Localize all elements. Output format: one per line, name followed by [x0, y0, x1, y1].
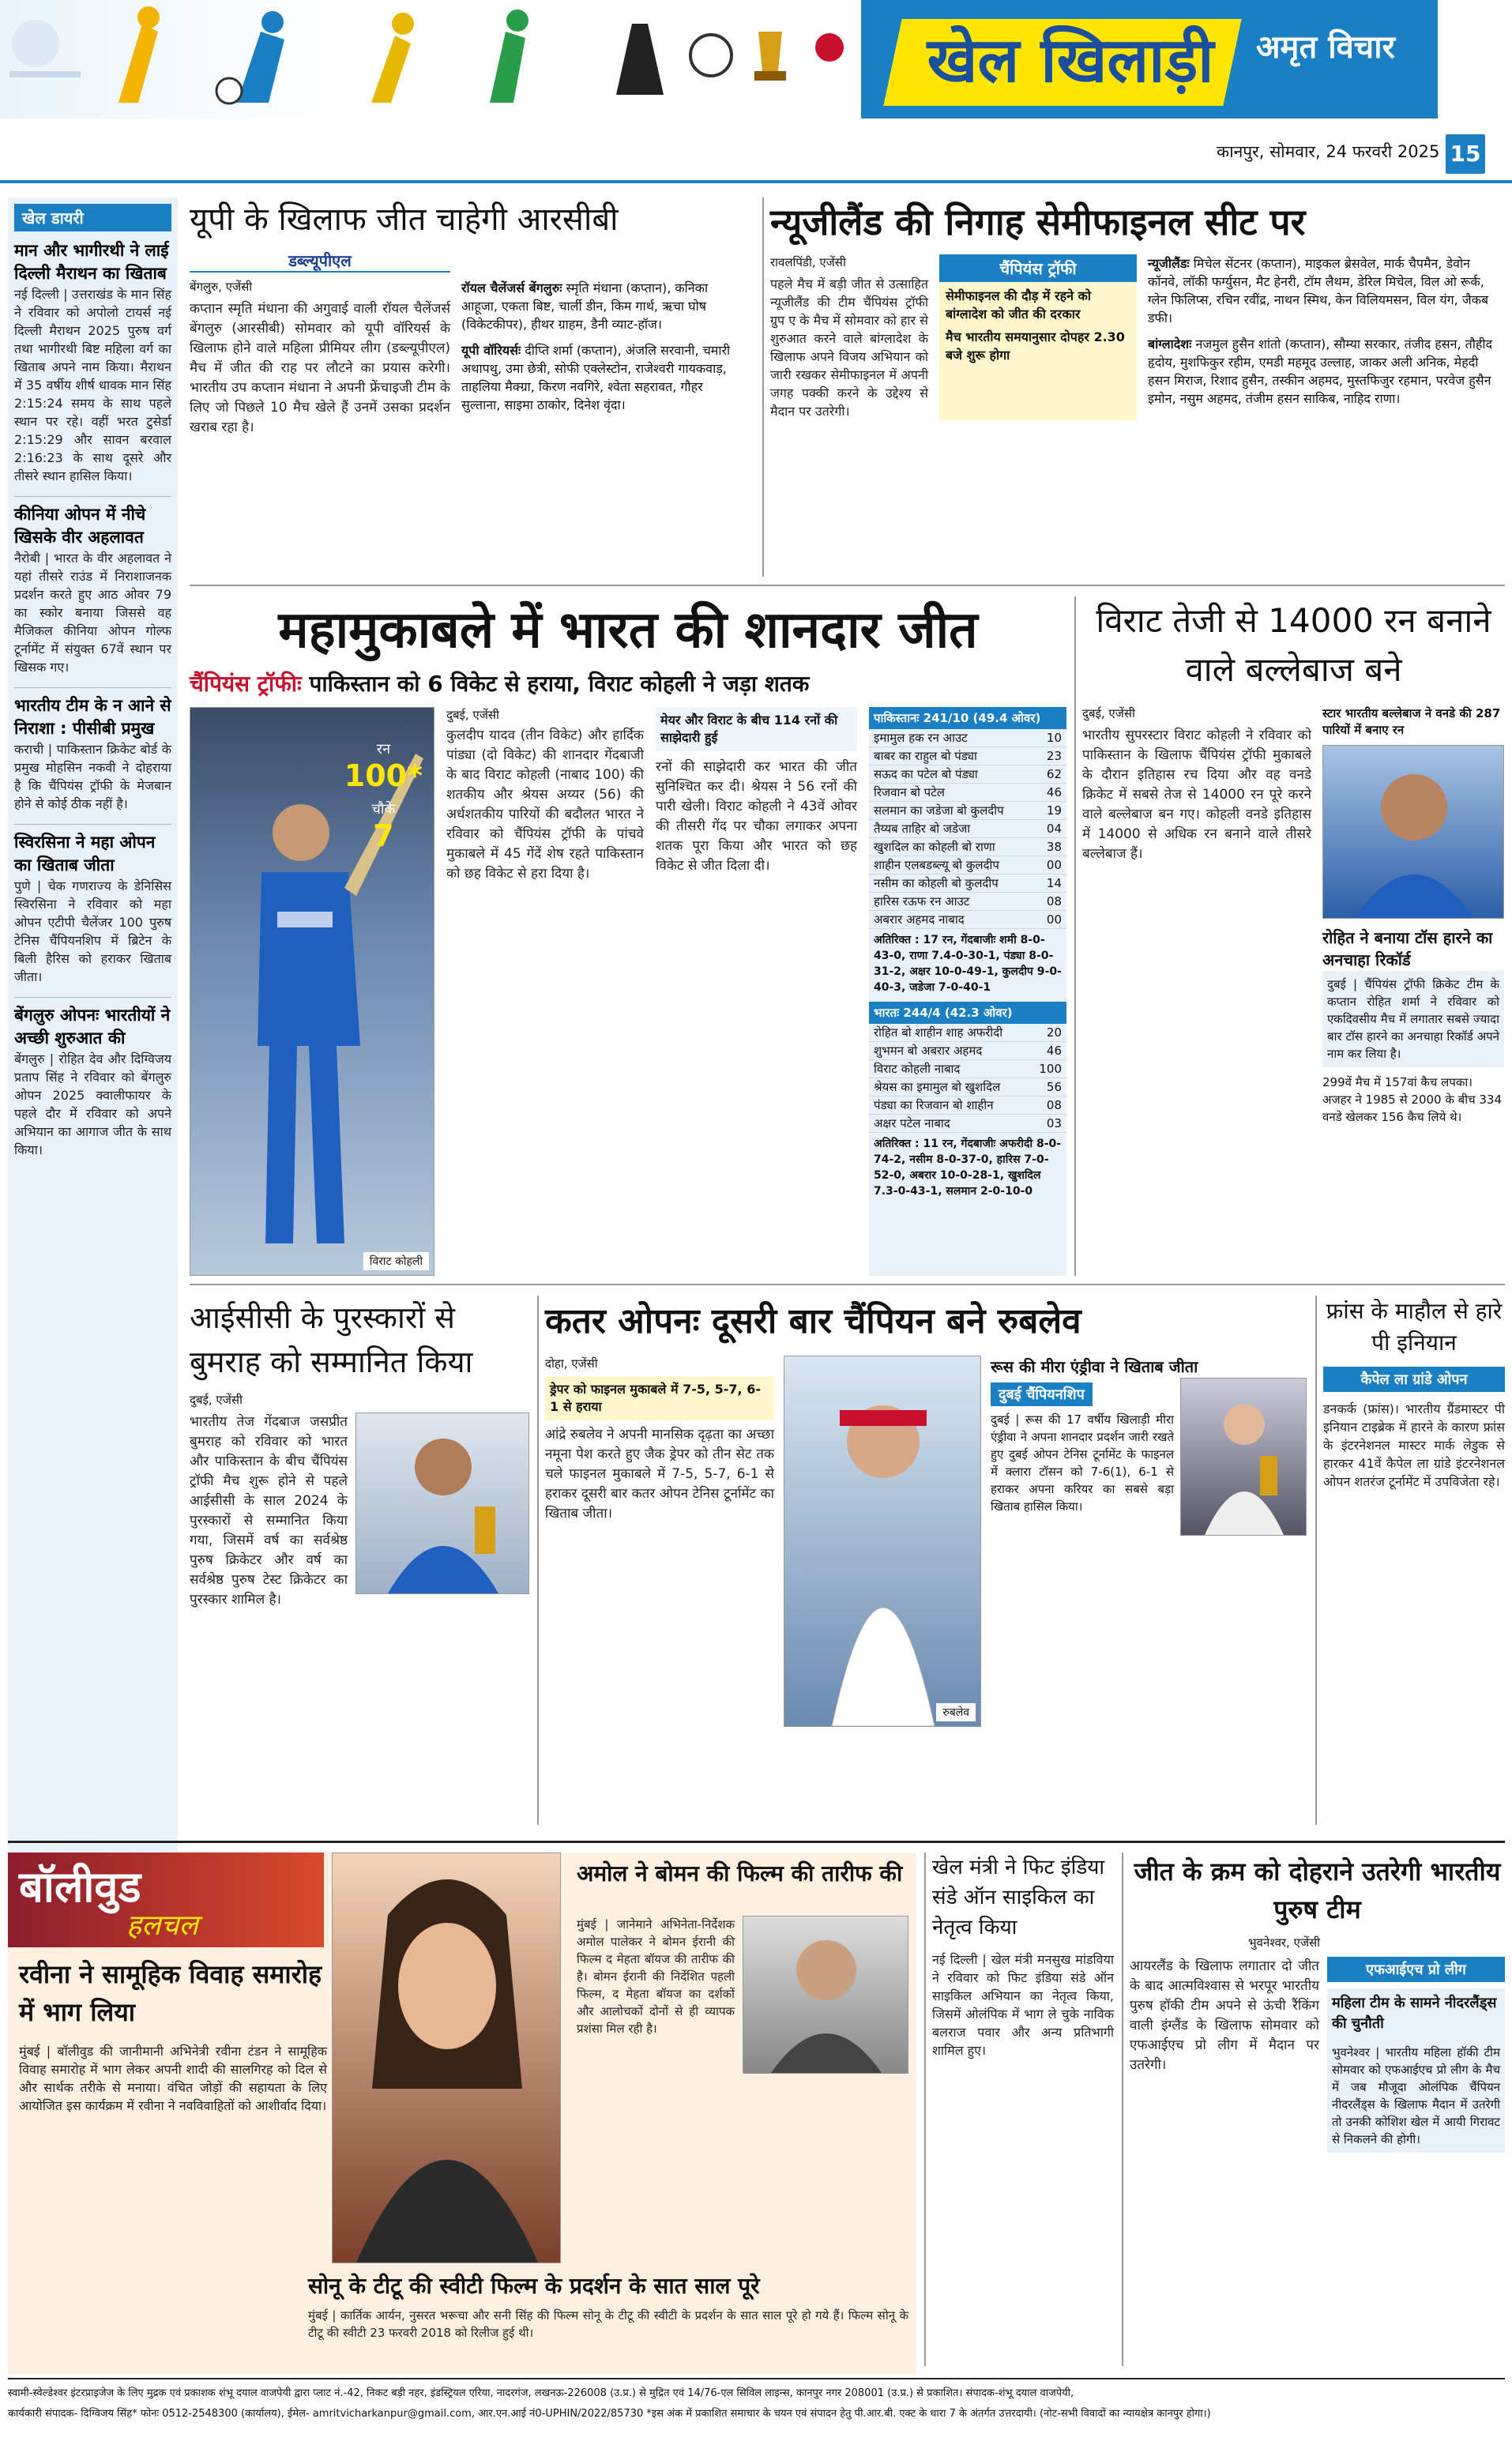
story-headline: आईसीसी के पुरस्कारों से बुमराह को सम्मानित किया [190, 1300, 473, 1379]
virat-photo [190, 707, 434, 1276]
batter-runs: 38 [1046, 840, 1062, 854]
story-headline: महामुकाबले में भारत की शानदार जीत [278, 601, 978, 660]
scorecard-row [869, 875, 1066, 893]
story-nz [770, 197, 1505, 577]
photo-caption: रुबलेव [936, 1703, 976, 1721]
batter-name: पंड्या का रिजवान बो शाहीन [874, 1098, 994, 1112]
masthead-graphic [0, 0, 861, 118]
batter-runs: 04 [1046, 822, 1062, 836]
page-number: 15 [1446, 134, 1485, 174]
player-trophy-icon [1181, 1378, 1306, 1535]
scorecard-row [869, 820, 1066, 838]
story-hockey [1130, 1853, 1505, 2374]
story-body: भारतीय तेज गेंदबाज जसप्रीत बुमराह को रविवार को भारत और पाकिस्तान के बीच चैंपियंस ट्रॉफी मैच शुरू होने से पहले आईसीसी के साल 2024 के पुरस्कारों से सम्मानित किया गया, जिसमें वर्ष का सर्वश्रेष्ठ पुरुष क्रिकेटर और वर्ष का सर्वश्रेष्ठ पुरुष टेस्ट क्रिकेटर का पुरस्कार शामिल है। [190, 1414, 348, 1608]
imprint-line: स्वामी-स्वेल्डेश्वर इंटरप्राइजेज के लिए मुद्रक एवं प्रकाशक शंभू दयाल वाजपेयी द्वारा प्लाट नं.-42, निकट बड़ी नहर, इंडस्ट्रियल एरिया, नादरगंज, लखनऊ-226008 (उ.प्र.) से मुद्रित एवं 14/76-एल सिविल लाइन्स, कानपुर नगर 208001 (उ.प्र.) से प्रकाशित। संपादक-शंभू दयाल वाजपेयी, [8, 2387, 1074, 2399]
story-body: डनकर्क (फ्रांस)। भारतीय ग्रैंडमास्टर पी इनियान टाइब्रेक में हारने के कारण फ्रांस के इंटरनेशनल मास्टर मार्क लेडुक से हारकर 41वें कैपेल ला ग्रांडे इंटरनेशनल ओपन शतरंज टूर्नामेंट में उपविजेता रहे। [1323, 1401, 1505, 1489]
story-dateline: दुबई, एजेंसी [190, 1393, 243, 1407]
batter-name: नसीम का कोहली बो कुलदीप [874, 876, 999, 890]
batter-runs: 08 [1046, 894, 1062, 908]
pak-total: पाकिस्तानः 241/10 (49.4 ओवर) [869, 707, 1066, 729]
story-body: आंद्रे रुबलेव ने अपनी मानसिक दृढ़ता का अच्छा नमूना पेश करते हुए जैक ड्रेपर को तीन सेट तक चले फाइनल मुकाबले में 7-5, 5-7, 6-1 से हराकर दूसरी बार कतर ओपन टेनिस टूर्नामेंट का खिताब जीता। [545, 1427, 774, 1522]
batter-runs: 62 [1046, 767, 1062, 781]
sidebar-item-body: बेंगलुरु | रोहित देव और दिग्विजय प्रताप सिंह ने रविवार को बेंगलुरु ओपन 2025 क्वालीफायर के पहले दौर में रविवार को अपने अभियान का आगाज जीत के साथ किया। [14, 1051, 171, 1157]
scorecard-row [869, 911, 1066, 929]
batter-runs: 20 [1046, 1025, 1062, 1040]
story-dateline: रावलपिंडी, एजेंसी [770, 255, 846, 269]
batter-runs: 03 [1046, 1116, 1062, 1130]
squad-list: स्मृति मंधाना (कप्तान), कनिका आहूजा, एकता बिष्ट, चार्ली डीन, किम गार्थ, ऋचा घोष (विकेटकीपर), हीथर ग्राहम, डैनी व्याट-हॉज। [461, 280, 709, 332]
story-kicker: चैंपियंस ट्रॉफीः [190, 671, 302, 697]
story-bullet: मैच भारतीय समयानुसार दोपहर 2.30 बजे शुरू होगा [946, 329, 1125, 363]
bollywood-title: बॉलीवुड [19, 1862, 141, 1912]
player-portrait-icon [1323, 745, 1503, 918]
story-headline: विराट तेजी से 14000 रन बनाने वाले बल्लेबाज बने [1096, 601, 1491, 689]
sidebar-item [14, 239, 171, 485]
photo-caption: विराट कोहली [363, 1252, 429, 1270]
scorecard-row [869, 747, 1066, 765]
scorecard-row [869, 856, 1066, 875]
batter-runs: 100 [1039, 1062, 1062, 1076]
side-head: रूस की मीरा एंड्रीवा ने खिताब जीता [991, 1357, 1198, 1376]
story-headline: कतर ओपनः दूसरी बार चैंपियन बने रुबलेव [545, 1301, 1081, 1341]
scorecard-row [869, 1042, 1066, 1060]
player-trophy-icon [356, 1412, 528, 1593]
story-tag: चैंपियंस ट्रॉफी [939, 254, 1137, 282]
story-headline: यूपी के खिलाफ जीत चाहेगी आरसीबी [190, 201, 619, 238]
batter-name: शाहीन एलबडब्ल्यू बो कुलदीप [874, 858, 999, 872]
actor-portrait-icon [743, 1916, 908, 2073]
sidebar-item-head: मान और भागीरथी ने लाई दिल्ली मैराथन का खिताब [14, 241, 169, 283]
pak-extras: अतिरिक्त : 17 रन, गेंदबाजीः शमी 8-0-43-0, राणा 7.4-0-30-1, पंड्या 8-0-31-2, अक्षर 10-0-49-1, कुलदीप 9-0-40-3, जडेजा 7-0-40-1 [874, 934, 1062, 994]
batter-name: विराट कोहली नाबाद [874, 1062, 961, 1076]
scorecard-row [869, 1115, 1066, 1133]
story-virat [1082, 596, 1505, 1276]
squad-title: न्यूजीलैंडः [1148, 256, 1190, 271]
sidebar-item-body: पुणे | चेक गणराज्य के डेनिसिस स्विरसिना ने रविवार को महा ओपन एटीपी चैलेंजर 100 पुरुष टेनिस चैंपियनशिप में ब्रिटेन के बिली हैरिस को हराकर खिताब जीता। [14, 878, 171, 984]
scorecard-row [869, 893, 1066, 911]
bollywood-subtitle: हलचल [126, 1909, 198, 1942]
story-bullet: सेमीफाइनल की दौड़ में रहने को बांग्लादेश को जीत की दरकार [946, 288, 1091, 322]
batter-name: खुशदिल का कोहली बो राणा [874, 840, 995, 854]
sidebar-item-body: कराची | पाकिस्तान क्रिकेट बोर्ड के प्रमुख मोहसिन नकवी ने दोहराया है कि चैंपियंस ट्रॉफी के मेजबान होने से कोई ठीक नहीं है। [14, 742, 171, 811]
sonu-headline: सोनू के टीटू की स्वीटी फिल्म के प्रदर्शन के सात साल पूरे [308, 2271, 908, 2301]
andreeva-photo [1180, 1378, 1307, 1536]
dateline: कानपुर, सोमवार, 24 फरवरी 2025 [1217, 142, 1440, 161]
batter-name: सलमान का जडेजा बो कुलदीप [874, 803, 1004, 818]
story-qatar [545, 1296, 1307, 1833]
box-body: भुवनेश्वर | भारतीय महिला हॉकी टीम सोमवार को एफआईएच प्रो लीग के मैच में जब मौजूदा ओलंपिक चैंपियन नीदरलैंड्स के खिलाफ मैदान में उतरेगी तो उनकी कोशिश खेल में आयी गिरावट से निकलने की होगी। [1327, 2039, 1505, 2153]
ind-total: भारतः 244/4 (42.3 ओवर) [869, 1002, 1066, 1024]
runs-value: 100* [344, 758, 423, 793]
scorecard-row [869, 1096, 1066, 1115]
box-head: महिला टीम के सामने नीदरलैंड्स की चुनौती [1327, 1988, 1505, 2039]
side-tag: दुबई चैंपियनशिप [991, 1382, 1093, 1406]
batter-runs: 19 [1046, 803, 1062, 818]
squad-title: रॉयल चैलेंजर्स बेंगलुरुः [461, 280, 562, 295]
raveena-photo [332, 1853, 561, 2263]
story-headline: फ्रांस के माहौल से हारे पी इनियान [1326, 1298, 1503, 1356]
squad-title: यूपी वॉरियर्सः [461, 343, 521, 358]
story-headline: जीत के क्रम को दोहराने उतरेगी भारतीय पुरुष टीम [1134, 1856, 1501, 1924]
batter-runs: 23 [1046, 749, 1062, 763]
sidebar-item-body: नई दिल्ली | उत्तराखंड के मान सिंह ने रविवार को अपोलो टायर्स नई दिल्ली मैराथन 2025 पुरुष वर्ग तथा भागीरथी बिष्ट महिला वर्ग का खिताब अपने नाम किया। मैराथन में 35 वर्षीय शीर्ष धावक मान सिंह 2:15:24 समय के साथ पहले स्थान पर रहे। वहीं भरत टुसेर्डा 2:15:29 और सावन बरवाल 2:16:23 के साथ दूसरे और तीसरे स्थान हासिल किया। [14, 287, 171, 483]
batter-name: सऊद का पटेल बो पंड्या [874, 767, 978, 781]
batter-name: शुभमन बो अबरार अहमद [874, 1044, 983, 1058]
story-dateline: बेंगलुरु, एजेंसी [190, 280, 253, 294]
story-fit [932, 1853, 1114, 2374]
story-dateline: दुबई, एजेंसी [446, 708, 499, 722]
sidebar-item [14, 997, 171, 1159]
sidebar-item-head: बेंगलुरु ओपनः भारतीयों ने अच्छी शुरुआत की [14, 1006, 171, 1048]
runs-label: रन [376, 741, 391, 758]
sidebar-item-head: कीनिया ओपन में नीचे खिसके वीर अहलावत [14, 505, 146, 547]
amol-headline: अमोल ने बोमन की फिल्म की तारीफ की [577, 1860, 903, 1886]
story-bumrah [190, 1296, 529, 1833]
story-france [1323, 1296, 1505, 1833]
story-body: पहले मैच में बड़ी जीत से उत्साहित न्यूजीलैंड की टीम चैंपियंस ट्रॉफी ग्रुप ए के मैच में सोमवार को हार से शुरुआत करने वाले बांग्लादेश के खिलाफ अपने विजय अभियान को जारी रखकर सेमीफाइनल में अपनी जगह पक्की करने के उद्देश्य से मैदान पर उतरेगी। [770, 276, 928, 419]
batter-runs: 08 [1046, 1098, 1062, 1112]
bollywood-section [8, 1853, 916, 2374]
scorecard-row [869, 729, 1066, 747]
sidebar-item-body: नैरोबी | भारत के वीर अहलावत ने यहां तीसरे राउंड में निराशाजनक प्रदर्शन करते हुए आठ ओवर 79 का स्कोर बनाया जिससे वह मैजिकल कीनिया ओपन गोल्फ टूर्नामेंट में संयुक्त 67वें स्थान पर खिसक गए। [14, 551, 171, 675]
scorecard-row [869, 1078, 1066, 1096]
batter-name: तैय्यब ताहिर बो जडेजा [874, 822, 971, 836]
squad-list: मिचेल सेंटनर (कप्तान), माइकल ब्रेसवेल, मार्क चैपमैन, डेवोन कॉनवे, लॉकी फर्ग्युसन, मैट हेनरी, टॉम लैथम, डेरिल मिचेल, विल ओ रूर्क, ग्लेन फिलिप्स, रचिन रवींद्र, नाथन स्मिथ, केन विलियमसन, विल यंग, जैकब डफी। [1148, 256, 1489, 325]
section-banner [861, 0, 1438, 118]
story-tag: कैपेल ला ग्रांडे ओपन [1323, 1367, 1505, 1392]
story-tag: एफआईएच प्रो लीग [1327, 1957, 1505, 1982]
squad-list: नजमुल हुसैन शांतो (कप्तान), सौम्या सरकार, तंजीद हसन, तौहीद हृदोय, मुशफिकुर रहीम, एमडी महमूद उल्लाह, जाकर अली अनिक, मेहदी हसन मिराज, रिशाद हुसैन, तस्कीन अहमद, मुस्तफिजुर रहमान, परवेज हुसैन इमोन, नसुम अहमद, तंजीम हसन साकिब, नाहिद राणा। [1148, 337, 1493, 406]
sidebar [8, 197, 178, 1935]
sonu-body: मुंबई | कार्तिक आर्यन, नुसरत भरूचा और सनी सिंह की फिल्म सोनू के टीटू की स्वीटी के प्रदर्शन के सात साल पूरे हो गये हैं। फिल्म सोनू के टीटू की स्वीटी 23 फरवरी 2018 को रिलीज हुई थी। [308, 2308, 908, 2340]
rohit-photo [1322, 745, 1504, 919]
section-title: खेल खिलाड़ी [927, 25, 1214, 96]
story-body: कुलदीप यादव (तीन विकेट) और हार्दिक पांड्या (दो विकेट) की शानदार गेंदबाजी के बाद विराट कोहली (नाबाद 100) की शतकीय और श्रेयस अय्यर (56) की अर्धशतकीय पारियों की बदौलत भारत ने रविवार को चैंपियंस ट्रॉफी के पांचवे मुकाबले में 45 गेंदें शेष रहते पाकिस्तान को छह विकेट से हरा दिया है। [446, 728, 644, 882]
batter-runs: 10 [1046, 731, 1062, 745]
paper-name: अमृत विचार [1256, 29, 1395, 66]
amol-photo [743, 1916, 908, 2074]
actress-portrait-icon [333, 1853, 560, 2263]
batter-name: इमामुल हक रन आउट [874, 731, 968, 745]
story-tag: डब्ल्यूपीएल [288, 251, 352, 270]
batter-runs: 46 [1046, 1044, 1062, 1058]
story-headline: न्यूजीलैंड की निगाह सेमीफाइनल सीट पर [770, 201, 1306, 243]
story-body: आयरलैंड के खिलाफ लगातार दो जीत के बाद आत्मविश्वास से भरपूर भारतीय पुरुष हॉकी टीम अपने से ऊंची रैंकिंग वाली इंग्लैंड के खिलाफ सोमवार को एफआईएच प्रो लीग में मैदान पर उतरेगी। [1130, 1958, 1319, 2073]
box-body: दुबई | चैंपियंस ट्रॉफी क्रिकेट टीम के कप्तान रोहित शर्मा ने रविवार को एकदिवसीय मैच में लगातार सबसे ज्यादा बार टॉस हारने का अनचाहा रिकॉर्ड अपने नाम कर लिया है। [1322, 971, 1504, 1067]
story-main [190, 596, 1066, 1284]
box-head: रोहित ने बनाया टॉस हारने का अनचाहा रिकॉर्ड [1322, 928, 1493, 969]
imprint-line: कार्यकारी संपादक- दिग्विजय सिंह* फोनः 0512-2548300 (कार्यालय), ईमेल- amritvicharkanpur@gmail.com, आर.एन.आई नं0-UPHIN/2022/85730 *इस अंक में प्रकाशित समाचार के चयन एवं संपादन हेतु पी.आर.बी. एक्ट के धारा 7 के अंतर्गत उत्तरदायी। (नोट-सभी विवादों का न्यायक्षेत्र कानपुर होगा।) [8, 2408, 1211, 2420]
masthead [0, 0, 1512, 186]
squad-title: बांग्लादेशः [1148, 337, 1192, 352]
batter-name: अबरार अहमद नाबाद [874, 912, 965, 927]
footer-note: 299वें मैच में 157वां कैच लपका। अजहर ने 1985 से 2000 के बीच 334 वनडे खेलकर 156 कैच लिये थे। [1322, 1075, 1503, 1124]
scorecard-row [869, 765, 1066, 784]
batter-runs: 14 [1046, 876, 1062, 890]
story-body: रनों की साझेदारी कर भारत की जीत सुनिश्चित कर दी। श्रेयस ने 56 रनों की पारी खेली। विराट कोहली ने 43वें ओवर की तीसरी गेंद पर चौका लगाकर अपना शतक पूरा किया और भारत को छह विकेट से जीत दिला दी। [656, 759, 857, 874]
story-subhead: पाकिस्तान को 6 विकेट से हराया, विराट कोहली ने जड़ा शतक [309, 671, 810, 697]
sidebar-item-head: भारतीय टीम के न आने से निराशा : पीसीबी प्रमुख [14, 696, 171, 738]
story-bullet: ड्रेपर को फाइनल मुकाबले में 7-5, 5-7, 6-1 से हराया [545, 1376, 774, 1420]
sports-collage-icon [0, 0, 861, 118]
scorecard-row [869, 838, 1066, 856]
batter-runs: 56 [1046, 1080, 1062, 1094]
sidebar-label: खेल डायरी [14, 204, 171, 231]
bollywood-headline: रवीना ने सामूहिक विवाह समारोह में भाग लिया [19, 1959, 322, 2027]
story-body: भारतीय सुपरस्टार विराट कोहली ने रविवार को पाकिस्तान के खिलाफ चैंपियंस ट्रॉफी मुकाबले के दौरान इतिहास रच दिया और वह वनडे क्रिकेट में सबसे तेज से 14000 रन पूरे करने वाले बल्लेबाज बन गए। कोहली वनडे इतिहास में 14000 से अधिक रन बनाने वाले तीसरे बल्लेबाज हैं। [1082, 728, 1311, 862]
scorecard-row [869, 784, 1066, 802]
tennis-player-icon [784, 1356, 980, 1726]
story-dateline: दोहा, एजेंसी [545, 1356, 598, 1371]
bumrah-photo [355, 1412, 529, 1594]
story-body: कप्तान स्मृति मंधाना की अगुवाई वाली रॉयल चैलेंजर्स बेंगलुरु (आरसीबी) सोमवार को यूपी वॉरियर्स के खिलाफ होने वाले महिला प्रीमियर लीग (डब्ल्यूपीएल) मैच में जीत की राह पर लौटने का प्रयास करेगी। भारतीय उप कप्तान मंधाना ने अपनी फ्रेंचाइजी टीम के लिए जो पिछले 10 मैच खेले हैं उनमें उसका प्रदर्शन खराब रहा है। [190, 301, 450, 435]
rublev-photo [784, 1356, 981, 1727]
story-bullet: स्टार भारतीय बल्लेबाज ने वनडे की 287 पारियों में बनाए रन [1322, 706, 1501, 737]
amol-body: मुंबई | जानेमाने अभिनेता-निर्देशक अमोल पालेकर ने बोमन ईरानी की फिल्म द मेहता बॉयज की तारीफ की है। बोमन ईरानी की निर्देशित पहली फिल्म, द मेहता बॉयज का दर्शकों और आलोचकों दोनों से ही व्यापक प्रशंसा मिल रही है। [577, 1917, 735, 2036]
squad-list: दीप्ति शर्मा (कप्तान), अंजलि सरवानी, चमारी अथापथु, उमा छेत्री, सोफी एक्लेस्टोन, राजेश्वरी गायकवाड़, ताहलिया मैक्ग्रा, किरण नवगिरे, श्वेता सहरावत, गौहर सुल्ताना, साइमा ठाकोर, दिनेश वृंदा। [461, 343, 731, 412]
scorecard-row [869, 802, 1066, 820]
batter-name: हारिस रऊफ रन आउट [874, 894, 970, 908]
story-rcb [190, 197, 754, 592]
story-dateline: भुवनेश्वर, एजेंसी [1248, 1935, 1321, 1950]
fours-value: 7 [373, 818, 394, 853]
batter-runs: 00 [1046, 858, 1062, 872]
batter-runs: 00 [1046, 912, 1062, 927]
side-body: दुबई | रूस की 17 वर्षीय खिलाड़ी मीरा एंड्रीवा ने अपना शानदार प्रदर्शन जारी रखते हुए दुबई ओपन टेनिस टूर्नामेंट के फाइनल में क्लारा टॉसन को 7-6(1), 6-1 से हराकर अपना करियर का सबसे बड़ा खिताब हासिल किया। [991, 1412, 1174, 1514]
story-headline: खेल मंत्री ने फिट इंडिया संडे ऑन साइकिल का नेतृत्व किया [932, 1856, 1105, 1939]
batter-name: बाबर का राहुल बो पंड्या [874, 749, 977, 763]
sidebar-item [14, 824, 171, 986]
sidebar-item [14, 496, 171, 676]
batter-runs: 46 [1046, 785, 1062, 799]
scorecard-row [869, 1060, 1066, 1078]
story-dateline: दुबई, एजेंसी [1082, 706, 1135, 720]
bollywood-body: मुंबई | बॉलीवुड की जानीमानी अभिनेत्री रवीना टंडन ने सामूहिक विवाह समारोह में भाग लेकर अपनी शादी की सालगिरह को दिल से और सार्थक तरीके से मनाया। वंचित जोड़ों की सहायता के लिए आयोजित इस कार्यक्रम में रवीना ने नवविवाहितों को आशीर्वाद दिया। [19, 2044, 327, 2113]
fours-label: चौके [371, 801, 396, 818]
ind-extras: अतिरिक्त : 11 रन, गेंदबाजीः अफरीदी 8-0-74-2, नसीम 8-0-37-0, हारिस 7-0-52-0, अबरार 10-0-28-1, खुशदिल 7.3-0-43-1, सलमान 2-0-10-0 [874, 1138, 1062, 1198]
scorecard-row [869, 1024, 1066, 1042]
batter-name: रोहित बो शाहीन शाह अफरीदी [874, 1025, 1003, 1040]
story-body: नई दिल्ली | खेल मंत्री मनसुख मांडविया ने रविवार को फिट इंडिया संडे ऑन साइकिल अभियान का नेतृत्व किया, जिसमें ओलंपिक में भाग ले चुके नाविक बलराज पवार और अन्य प्रतिभागी शामिल हुए। [932, 1952, 1114, 2058]
batter-name: श्रेयस का इमामुल बो खुशदिल [874, 1080, 1001, 1094]
batter-name: रिजवान बो पटेल [874, 785, 945, 799]
sidebar-item-head: स्विरसिना ने महा ओपन का खिताब जीता [14, 833, 156, 875]
scorecard [869, 707, 1066, 1276]
box-title: मेयर और विराट के बीच 114 रनों की साझेदारी हुई [656, 707, 857, 751]
batter-name: अक्षर पटेल नाबाद [874, 1116, 950, 1130]
sidebar-item [14, 687, 171, 813]
